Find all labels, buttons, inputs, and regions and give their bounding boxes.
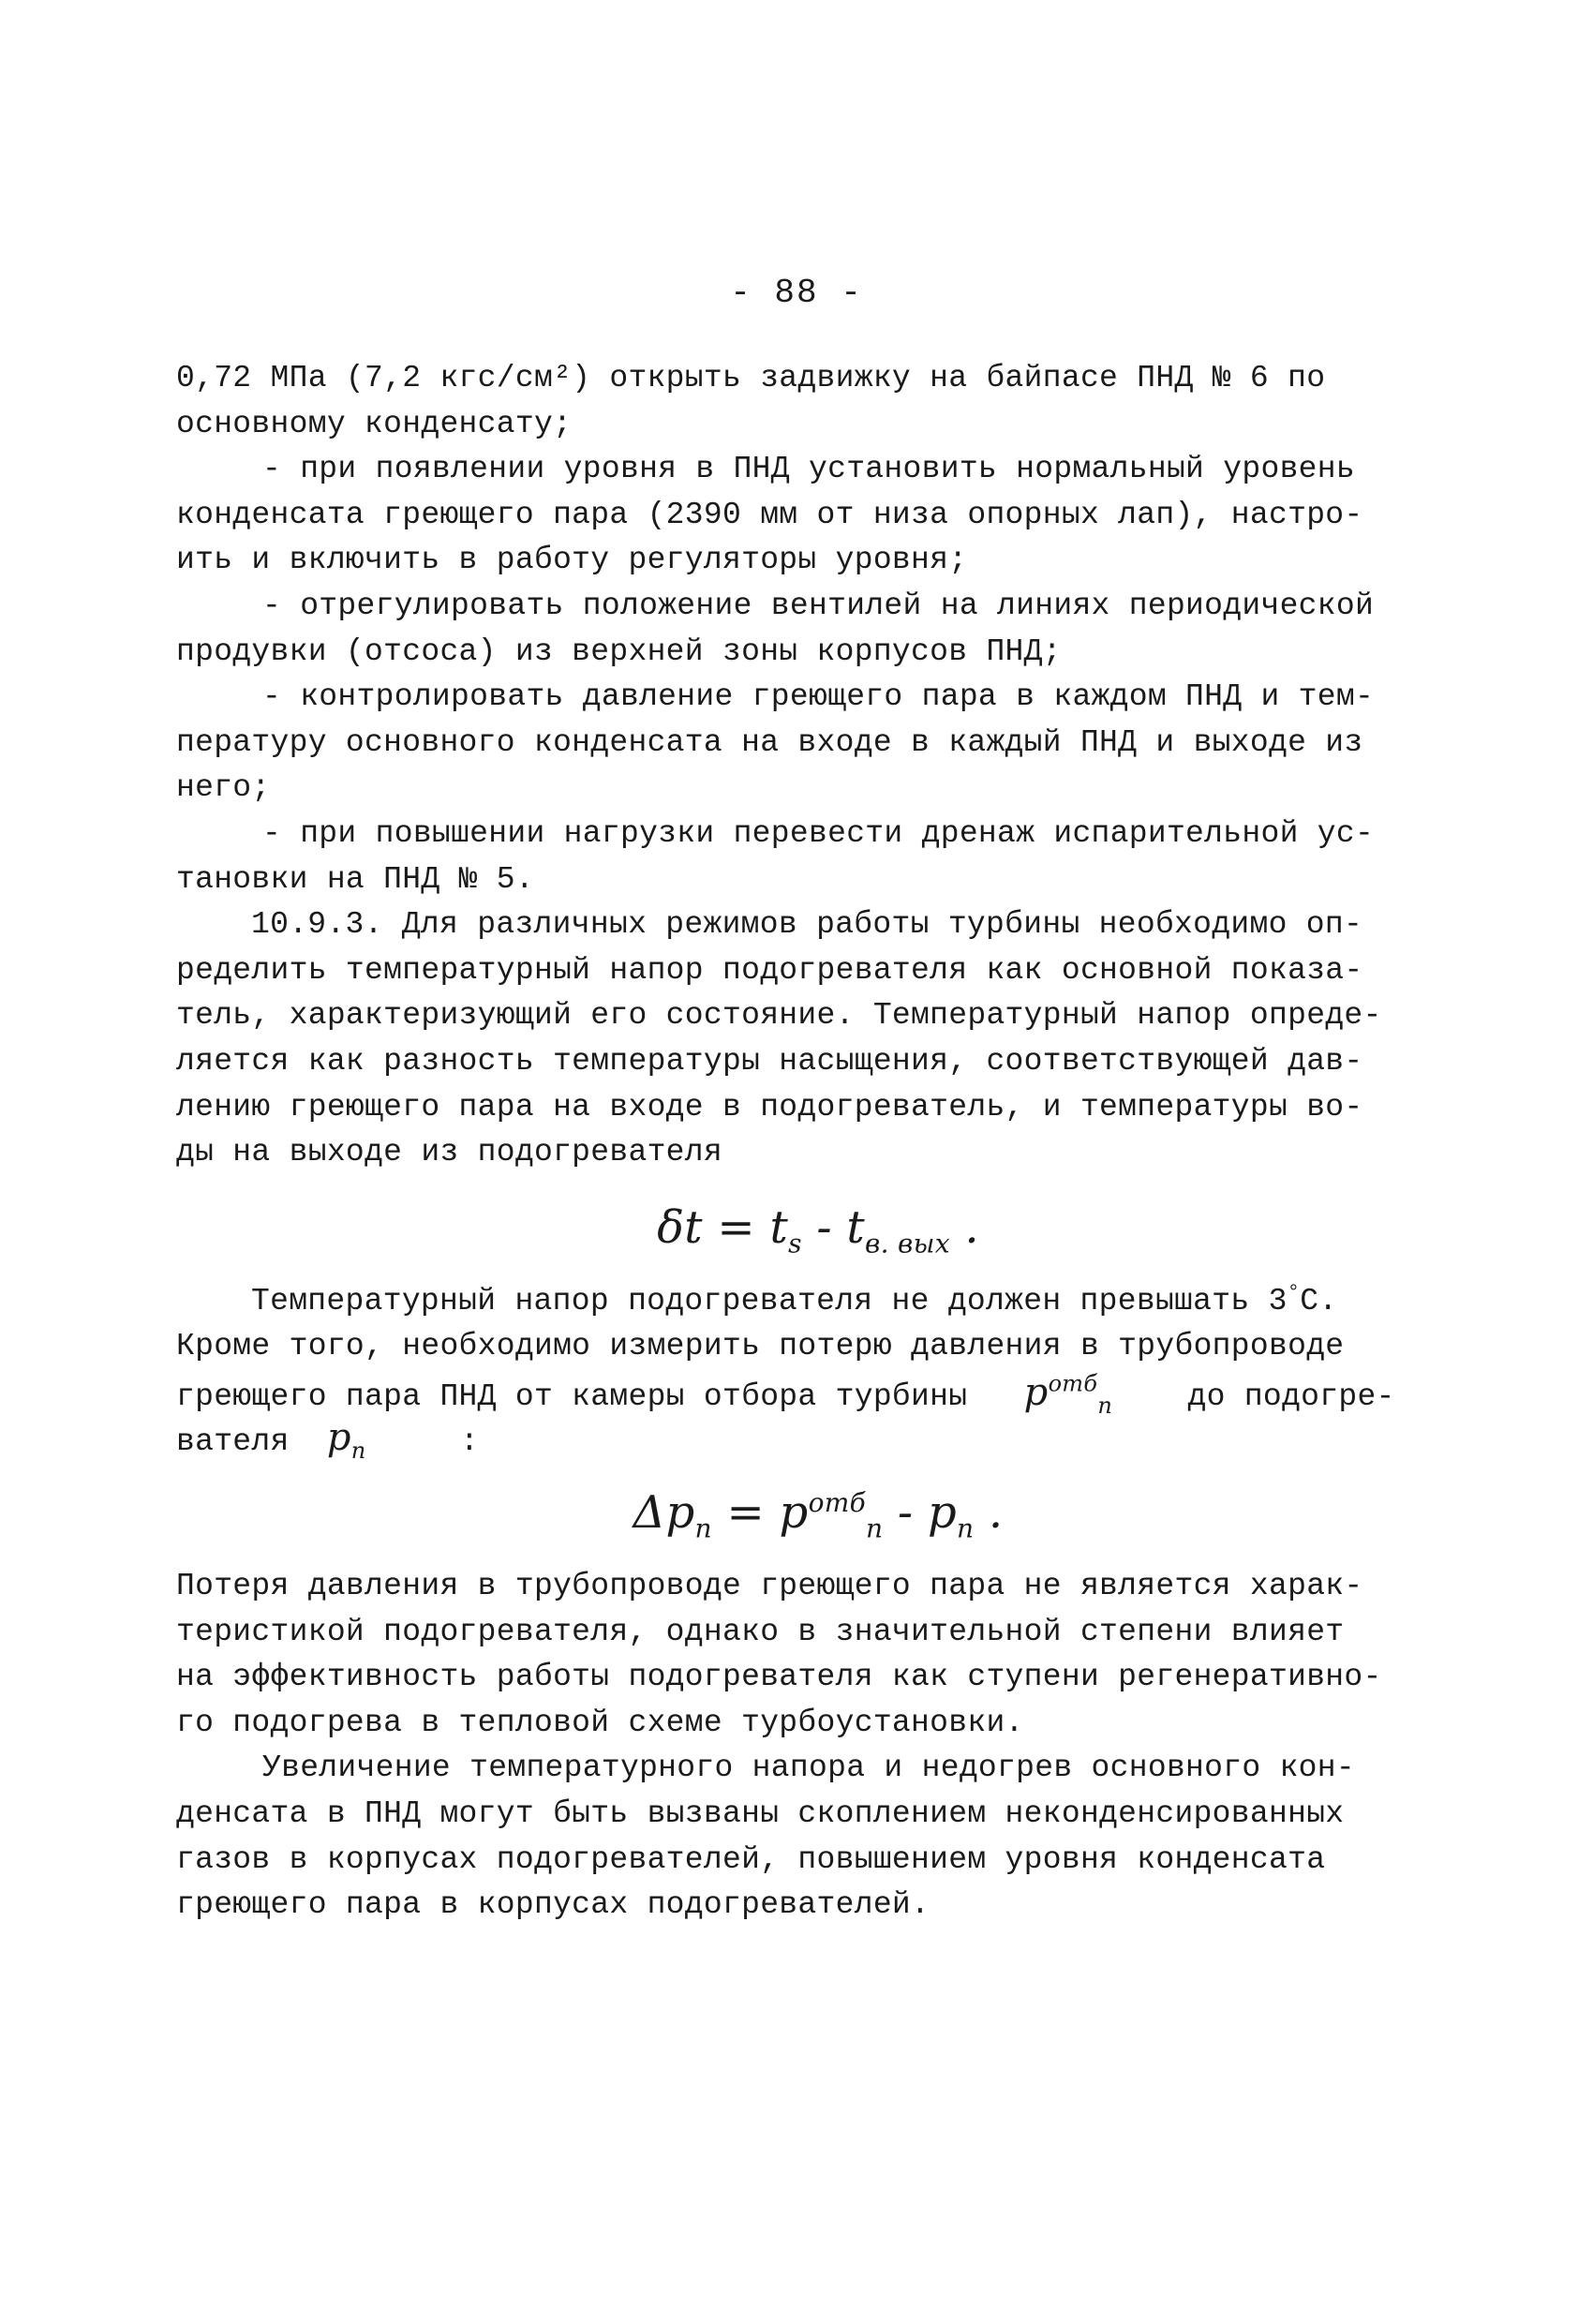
body-text [176,356,1460,1929]
text-line: ить и включить в работу регуляторы уровня; [176,543,968,578]
formula2-end: . [974,1486,1004,1540]
text-line: пературу основного конденсата на входе в каждый ПНД и выходе из [176,724,1363,760]
formula2-delta-sub: п [694,1512,712,1544]
pressure-loss-formula [176,1461,1460,1564]
text-line: - при повышении нагрузки перевести дренаж испарительной ус- [262,815,1375,851]
text-line: денсата в ПНД могут быть вызваны скоплением неконденсированных [176,1796,1345,1832]
text-segment: до подогре- [1187,1378,1395,1414]
text-line: тановки на ПНД № 5. [176,861,534,897]
text-line: ды на выходе из подогревателя [176,1135,722,1170]
text-line: Кроме того, необходимо измерить потерю давления в трубопроводе [176,1329,1345,1364]
p-n-base: p [326,1416,351,1460]
formula-eq: = [702,1200,770,1254]
text-segment: вателя [176,1424,290,1460]
formula-lhs: δt [657,1200,703,1254]
formula-ts: t [769,1200,789,1254]
text-line: конденсата греющего пара (2390 мм от низа опорных лап), настро- [176,497,1363,532]
text-line: него; [176,770,271,806]
text-line: газов в корпусах подогревателей, повышением уровня конденсата [176,1841,1326,1877]
text-segment: Температурный напор подогревателя не должен превышать 3 [251,1283,1288,1318]
text-line: 10.9.3. Для различных режимов работы турбины необходимо оп- [251,907,1363,943]
formula2-p1-sub: п [865,1512,884,1544]
p-otb-sup: отб [1048,1370,1098,1397]
formula2-p1-sup: отб [808,1487,866,1519]
text-line: - отрегулировать положение вентилей на линиях периодической [262,588,1375,623]
text-segment: : [460,1424,480,1460]
p-otb-sub: п [1097,1392,1113,1419]
formula2-minus: - [883,1486,928,1540]
text-line: основному конденсату; [176,406,573,441]
text-line: греющего пара в корпусах подогревателей. [176,1887,930,1923]
text-line: Потеря давления в трубопроводе греющего пара не является харак- [176,1569,1363,1604]
text-line: - при появлении уровня в ПНД установить нормальный уровень [262,452,1355,487]
formula-minus: - [801,1200,847,1254]
formula2-p2-sub: п [956,1512,975,1544]
formula-end: . [949,1200,979,1254]
p-otb-base: p [1023,1370,1049,1414]
text-line: Увеличение температурного напора и недогрев основного кон- [262,1750,1355,1786]
text-line [176,1370,1460,1419]
temperature-difference-formula [176,1176,1460,1279]
text-line: ределить температурный напор подогревателя как основной показа- [176,952,1363,988]
page-number: - 88 - [730,274,863,312]
formula2-p2: p [927,1486,957,1540]
text-line [176,1279,1460,1325]
p-n-sub: п [350,1438,366,1465]
formula2-eq: = [711,1486,780,1540]
text-line: ляется как разность температуры насыщения, соответствующей дав- [176,1043,1363,1079]
text-line: на эффективность работы подогревателя как ступени регенеративно- [176,1660,1382,1695]
text-line: продувки (отсоса) из верхней зоны корпусов ПНД; [176,633,1062,669]
formula-tv: t [846,1200,865,1254]
p-n-symbol [326,1416,366,1465]
text-line: теристикой подогревателя, однако в значительной степени влияет [176,1614,1345,1649]
text-line: 0,72 МПа (7,2 кгс/см²) открыть задвижку на байпасе ПНД № 6 по [176,361,1326,395]
text-segment: С. [1300,1283,1338,1318]
text-line: го подогрева в тепловой схеме турбоустановки. [176,1705,1024,1740]
text-line: - контролировать давление греющего пара в каждом ПНД и тем- [262,679,1375,715]
degree-sign: ° [1287,1280,1301,1304]
formula-ts-sub: s [788,1228,802,1259]
text-line [176,1415,1460,1465]
text-line: лению греющего пара на входе в подогреватель, и температуры во- [176,1089,1363,1125]
formula2-p1: p [779,1486,809,1540]
text-segment: греющего пара ПНД от камеры отбора турбины [176,1378,968,1414]
p-otb-symbol [1023,1370,1113,1419]
text-line: тель, характеризующий его состояние. Температурный напор опреде- [176,998,1382,1034]
formula2-delta: Δp [633,1486,695,1540]
formula-tv-sub: в. вых [865,1228,950,1259]
